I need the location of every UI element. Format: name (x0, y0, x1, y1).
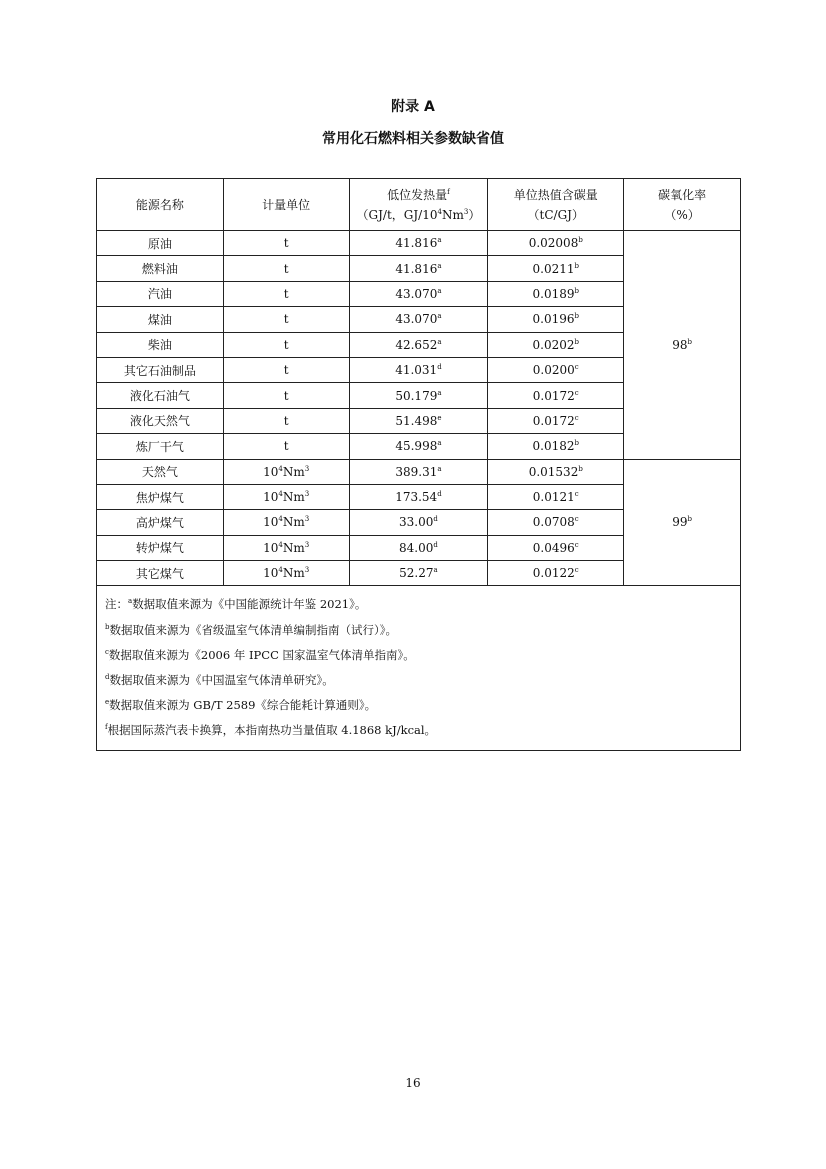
energy-name: 天然气 (97, 459, 224, 484)
footnote-marker: b (687, 337, 692, 346)
value: 42.652 (395, 337, 438, 352)
notes-row (97, 586, 741, 750)
unit-text: 10 (263, 515, 279, 530)
ncv-value (349, 484, 488, 509)
unit-text: 10 (263, 540, 279, 555)
footnote-marker: b (574, 261, 579, 270)
energy-name: 转炉煤气 (97, 535, 224, 560)
header-label: 低位发热量 (387, 187, 448, 202)
unit (223, 459, 349, 484)
footnote-marker: c (574, 515, 579, 524)
table-row (97, 231, 741, 256)
value: 0.0189 (532, 286, 575, 301)
value: 43.070 (395, 286, 438, 301)
value: 0.0202 (532, 337, 575, 352)
unit (223, 484, 349, 509)
footnote-marker: d (437, 363, 442, 372)
value: 173.54 (395, 490, 438, 505)
ncv-value (349, 383, 488, 408)
ncv-value (349, 307, 488, 332)
energy-name: 原油 (97, 231, 224, 256)
carbon-content-value (488, 383, 624, 408)
table-row (97, 459, 741, 484)
footnote-marker: c (574, 540, 579, 549)
value: 0.0172 (532, 388, 575, 403)
footnote-marker: a (437, 388, 442, 397)
footnote-marker: a (437, 236, 442, 245)
header-unit-text: （%） (664, 207, 700, 222)
carbon-content-value (488, 408, 624, 433)
value: 0.0196 (532, 312, 575, 327)
energy-name: 液化天然气 (97, 408, 224, 433)
superscript: 4 (278, 490, 283, 499)
superscript: 3 (304, 490, 310, 499)
footnote-marker: e (437, 413, 442, 422)
footnote-marker: a (437, 312, 442, 321)
energy-name: 柴油 (97, 332, 224, 357)
carbon-content-value (488, 307, 624, 332)
value: 0.0200 (532, 363, 575, 378)
unit-text: 10 (263, 464, 279, 479)
value: 0.0182 (532, 439, 575, 454)
page-number: 16 (405, 1076, 421, 1090)
unit-text: Nm (282, 566, 305, 581)
footnote-marker: f (447, 187, 450, 196)
unit: t (223, 307, 349, 332)
value: 43.070 (395, 312, 438, 327)
unit: t (223, 357, 349, 382)
footnote-marker: b (578, 464, 583, 473)
value: 41.816 (395, 261, 438, 276)
footnote-marker: f (105, 723, 108, 732)
superscript: 4 (278, 566, 283, 575)
footnote-marker: b (578, 236, 583, 245)
ncv-value (349, 434, 488, 459)
carbon-content-value (488, 357, 624, 382)
value: 52.27 (399, 566, 434, 581)
energy-name: 液化石油气 (97, 383, 224, 408)
ncv-value (349, 510, 488, 535)
footnote-marker: b (574, 337, 579, 346)
footnote-marker: b (574, 439, 579, 448)
unit: t (223, 408, 349, 433)
header-carbon-content (488, 179, 624, 231)
footnote-marker: a (437, 337, 442, 346)
note-text: 根据国际蒸汽表卡换算，本指南热功当量值取 4.1868 kJ/kcal。 (107, 723, 437, 738)
note-text: 数据取值来源为《2006 年 IPCC 国家温室气体清单指南》。 (108, 647, 415, 662)
unit-text: Nm (282, 464, 305, 479)
carbon-content-value (488, 281, 624, 306)
energy-name: 高炉煤气 (97, 510, 224, 535)
superscript: 4 (278, 515, 283, 524)
carbon-content-value (488, 231, 624, 256)
oxidation-rate-liquid (624, 231, 741, 460)
footnote-marker: d (433, 515, 438, 524)
value: 41.816 (395, 236, 438, 251)
ncv-value (349, 281, 488, 306)
header-oxidation-rate (624, 179, 741, 231)
ncv-value (349, 231, 488, 256)
fuel-parameters-table (96, 178, 741, 751)
value: 0.0708 (532, 515, 575, 530)
footnote-marker: a (128, 597, 133, 606)
value: 0.0122 (532, 566, 575, 581)
superscript: 4 (278, 464, 283, 473)
energy-name: 其它煤气 (97, 561, 224, 586)
energy-name: 汽油 (97, 281, 224, 306)
unit-text: 10 (263, 490, 279, 505)
unit: t (223, 383, 349, 408)
footnote-marker: d (437, 490, 442, 499)
unit: t (223, 434, 349, 459)
ncv-value (349, 459, 488, 484)
footnote (105, 592, 732, 617)
footnote-marker: d (433, 540, 438, 549)
carbon-content-value (488, 484, 624, 509)
carbon-content-value (488, 332, 624, 357)
unit (223, 510, 349, 535)
superscript: 3 (304, 566, 310, 575)
footnote (105, 718, 732, 743)
value: 51.498 (395, 413, 438, 428)
unit: t (223, 281, 349, 306)
unit-text: Nm (282, 490, 305, 505)
value: 50.179 (395, 388, 438, 403)
footnote-marker: b (105, 622, 110, 631)
footnote-marker: c (574, 388, 579, 397)
note-prefix: 注： (105, 597, 128, 612)
header-ncv (349, 179, 488, 231)
superscript: 3 (304, 464, 310, 473)
carbon-content-value (488, 561, 624, 586)
appendix-label: 附录 A (391, 99, 435, 115)
note-text: 数据取值来源为 GB/T 2589《综合能耗计算通则》。 (109, 698, 377, 713)
header-label: 能源名称 (135, 197, 184, 212)
footnote-marker: c (574, 413, 579, 422)
value: 84.00 (399, 540, 434, 555)
footnote-marker: a (437, 286, 442, 295)
footnote-marker: a (433, 566, 438, 575)
carbon-content-value (488, 459, 624, 484)
footnote-marker: b (687, 515, 692, 524)
energy-name: 煤油 (97, 307, 224, 332)
footnote-marker: b (574, 312, 579, 321)
unit: t (223, 256, 349, 281)
carbon-content-value (488, 510, 624, 535)
value: 0.0211 (532, 261, 575, 276)
header-unit-text: ） (468, 207, 481, 222)
value: 45.998 (395, 439, 438, 454)
header-unit-text: （GJ/t，GJ/10 (356, 207, 438, 222)
oxidation-rate-gas (624, 459, 741, 586)
value: 0.0172 (532, 413, 575, 428)
superscript: 3 (304, 540, 310, 549)
ncv-value (349, 332, 488, 357)
energy-name: 炼厂干气 (97, 434, 224, 459)
energy-name: 燃料油 (97, 256, 224, 281)
superscript: 3 (304, 515, 310, 524)
footnote-marker: c (574, 490, 579, 499)
ncv-value (349, 357, 488, 382)
energy-name: 其它石油制品 (97, 357, 224, 382)
carbon-content-value (488, 256, 624, 281)
footnote-marker: c (574, 566, 579, 575)
superscript: 3 (463, 207, 469, 216)
value: 0.01532 (528, 464, 579, 479)
unit: t (223, 332, 349, 357)
header-unit (223, 179, 349, 231)
carbon-content-value (488, 434, 624, 459)
note-text: 数据取值来源为《中国温室气体清单研究》。 (109, 673, 334, 688)
value: 33.00 (399, 515, 434, 530)
footnote-marker: a (437, 464, 442, 473)
unit-text: 10 (263, 566, 279, 581)
footnote-marker: b (574, 286, 579, 295)
note-text: 数据取值来源为《省级温室气体清单编制指南（试行）》。 (109, 622, 397, 637)
footnote (105, 668, 732, 693)
table-header-row (97, 179, 741, 231)
footnote-marker: c (574, 363, 579, 372)
header-unit-text: Nm (441, 207, 464, 222)
value: 0.0496 (532, 540, 575, 555)
header-energy-name (97, 179, 224, 231)
unit-text: Nm (282, 540, 305, 555)
ncv-value (349, 535, 488, 560)
value: 0.0121 (532, 490, 575, 505)
value: 0.02008 (528, 236, 579, 251)
header-unit-text: （tC/GJ） (527, 207, 584, 222)
notes-cell (97, 586, 741, 750)
value: 98 (672, 337, 688, 352)
superscript: 4 (278, 540, 283, 549)
ncv-value (349, 408, 488, 433)
energy-name: 焦炉煤气 (97, 484, 224, 509)
document-title: 常用化石燃料相关参数缺省值 (322, 131, 504, 147)
header-label: 计量单位 (262, 197, 311, 212)
footnote-marker: a (437, 261, 442, 270)
footnote (105, 693, 732, 718)
footnote-marker: e (105, 698, 110, 707)
superscript: 4 (437, 207, 442, 216)
header-label: 碳氧化率 (658, 187, 707, 202)
unit (223, 535, 349, 560)
unit: t (223, 231, 349, 256)
value: 41.031 (395, 363, 438, 378)
unit (223, 561, 349, 586)
note-text: 数据取值来源为《中国能源统计年鉴 2021》。 (132, 597, 367, 612)
footnote (105, 618, 732, 643)
ncv-value (349, 256, 488, 281)
value: 389.31 (395, 464, 438, 479)
ncv-value (349, 561, 488, 586)
header-label: 单位热值含碳量 (513, 187, 598, 202)
footnote (105, 643, 732, 668)
footnote-marker: c (105, 647, 109, 656)
carbon-content-value (488, 535, 624, 560)
footnote-marker: a (437, 439, 442, 448)
unit-text: Nm (282, 515, 305, 530)
value: 99 (672, 515, 688, 530)
footnote-marker: d (105, 673, 110, 682)
